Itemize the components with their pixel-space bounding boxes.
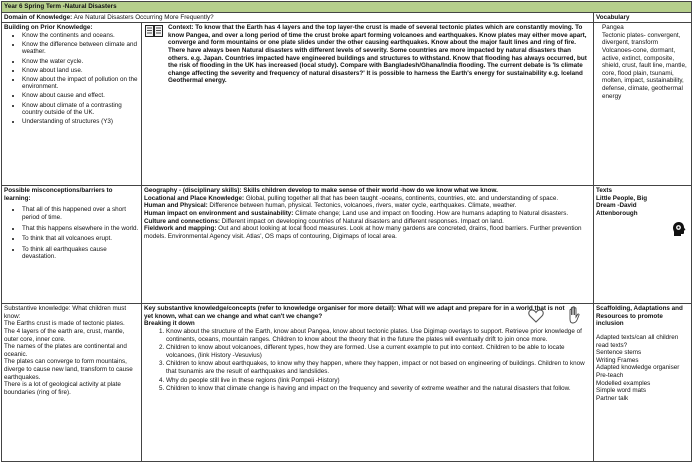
skills-label: Culture and connections: [144, 217, 220, 225]
skills-line [144, 195, 591, 203]
skills-line [144, 225, 591, 240]
scaffolding-list: Adapted texts/can all children read texts? Sentence stems Writing Frames Adapted knowledge organiser Pre-teach Modelled examples Simple word mats Partner talk [596, 333, 680, 402]
list-item: • That this happens elsewhere in the world. [22, 225, 139, 233]
geography-skills-heading: Geography - (disciplinary skills): Skills children develop to make sense of their world -how do we know what we know. [144, 187, 498, 195]
skills-text: Climate change; Land use and impact on flooding. How are humans adapting to Natural disasters. [293, 209, 569, 217]
vocabulary-list: Pangea Tectonic plates- convergent, divergent, transform Volcanoes-cone, dormant, active, extinct, composite, shield, crust, fault line, mantle, core, flood plain, tsunami, molten, impact, sustainability, defense, climate, geothermal energy [602, 24, 687, 100]
list-item: • Understanding of structures (Y3) [22, 118, 139, 126]
skills-text: Out and about looking at local flood measures. Look at how many gardens are concreted, drains, flood barriers. Further prevention models. Environmental Agency visit. Atlas', OS maps of contouring, Digimaps of local area. [144, 225, 582, 240]
prior-knowledge-heading: Building on Prior Knowledge: [4, 24, 93, 32]
knowledge-organiser [1, 1, 691, 467]
skills-text: Different impact on developing countries of Natural disasters and different responses. Impact on land. [219, 217, 504, 225]
list-item: • Know about cause and effect. [22, 92, 139, 100]
list-item: • Know the water cycle. [22, 58, 139, 66]
texts-heading: Texts [596, 187, 612, 195]
skills-label: Human impact on environment and sustainability: [144, 209, 294, 217]
skills-label: Locational and Place Knowledge: [144, 194, 245, 202]
list-item: • To think all earthquakes cause devastation. [22, 246, 139, 261]
skills-line [144, 202, 591, 210]
skills-text: Difference between human, physical. Tectonics, volcanoes, rivers, water cycle, earthquakes. Climate, weather. [207, 202, 517, 210]
list-item: • Know about the impact of pollution on the environment. [22, 76, 139, 91]
raised-hand-icon [566, 306, 582, 324]
domain-question: Are Natural Disasters Occurring More Frequently? [73, 13, 214, 21]
texts-book: Little People, Big Dream -David Attenborough [596, 194, 648, 217]
page-title: Year 6 Spring Term -Natural Disasters [2, 2, 692, 13]
misconceptions-cell [2, 186, 142, 304]
skills-label: Fieldwork and mapping: [144, 225, 217, 233]
list-item: 5. Children to know that climate change is having and impact on the frequency and severity of extreme weather and the natural disasters that follow. [166, 385, 591, 393]
organiser-table [1, 1, 692, 462]
scaffolding-heading: Scaffolding, Adaptations and Resources to promote inclusion [596, 305, 683, 328]
context-text: Context: To know that the Earth has 4 layers and the top layer-the crust is made of several tectonic plates which are constantly moving. To know Pangea, and over a long period of time the crust broke apart forming volcanoes and earthquakes. Know plates may either move apart, converge and form mountains or one plate slides under the other causing earthquakes. Know about the major fault lines and ring of fire. There have always been Natural disasters with different levels of severity. Some countries are more impacted by natural disasters than others. e.g. Japan. Countries impacted have engineered buildings and structures to withstand. Know that flooding has always occurred, but the risk of flooding in the UK has increased (local study). Compare with Bangladesh/Ghana/India flooding. The current debate is 'Is climate change affecting the severity and frequency of natural disasters?' It is possible to harness the Earth's energy for sustainability e.g. Iceland Geothermal energy. [168, 24, 587, 85]
list-item: • To think that all volcanoes erupt. [22, 235, 139, 243]
skills-text: Global, pulling together all that has been taught -oceans, continents, countries, etc. and understanding of space. [244, 194, 559, 202]
substantive-knowledge-text: Substantive knowledge: What children must know: The Earths crust is made of tectonic plates. The 4 layers of the earth are, crust, mantle, outer core, inner core. The names of the plates are continental and oceanic. The plates can converge to form mountains, diverge to cause new land, transform to cause earthquakes. There is a lot of geological activity at plate boundaries (ring of fire). [4, 305, 133, 396]
context-cell [142, 23, 594, 186]
texts-cell [594, 186, 692, 304]
key-knowledge-cell [142, 304, 594, 462]
domain-label: Domain of Knowledge: [4, 13, 73, 21]
skills-label: Human and Physical: [144, 202, 208, 210]
key-knowledge-heading: Key substantive knowledge/concepts (refer to knowledge organiser for more detail): What will we adapt and prepare for in a world that is not yet known, what can we change and what can't we change? [144, 305, 565, 320]
heart-icon [528, 309, 544, 323]
list-item: • Know about climate of a contrasting country outside of the UK. [22, 102, 139, 117]
domain-of-knowledge [2, 12, 594, 23]
misconceptions-heading: Possible misconceptions/barriers to learning: [4, 187, 113, 202]
breaking-it-down-heading: Breaking it down [144, 320, 195, 328]
list-item: • That all of this happened over a short period of time. [22, 206, 139, 221]
prior-knowledge-cell [2, 23, 142, 186]
head-silhouette-icon [671, 221, 687, 237]
vocabulary-cell [594, 23, 692, 186]
list-item: 1. Know about the structure of the Earth, know about Pangea, know about tectonic plates. Use Digimap overlays to support. Retrieve prior knowledge of continents, oceans, mountain ranges. Children to know about the theory that in the future the plates will eventually drift to join once more. [166, 328, 591, 343]
prior-knowledge-list [4, 32, 139, 126]
vocabulary-heading: Vocabulary [594, 12, 692, 23]
book-icon [145, 25, 163, 37]
misconceptions-list [4, 206, 139, 261]
list-item: • Know the difference between climate and weather. [22, 41, 139, 56]
skills-line [144, 218, 591, 226]
scaffolding-cell [594, 304, 692, 462]
list-item: 2. Children to know about volcanoes, different types, how they are formed. Use a current example to put into context. Children to be able to locate volcanoes, (link History -Vesuvius) [166, 344, 591, 359]
geography-skills-cell [142, 186, 594, 304]
substantive-knowledge-cell [2, 304, 142, 462]
list-item: 3. Children to know about earthquakes, to know why they happen, where they happen, impact or not based on engineering of buildings. Children to know that tsunamis are the result of earthquakes and landslides. [166, 360, 591, 375]
list-item: • Know the continents and oceans. [22, 32, 139, 40]
skills-line [144, 210, 591, 218]
list-item: 4. Why do people still live in these regions (link Pompeii -History) [166, 377, 591, 385]
key-knowledge-list [144, 328, 591, 393]
list-item: • Know about land use. [22, 67, 139, 75]
